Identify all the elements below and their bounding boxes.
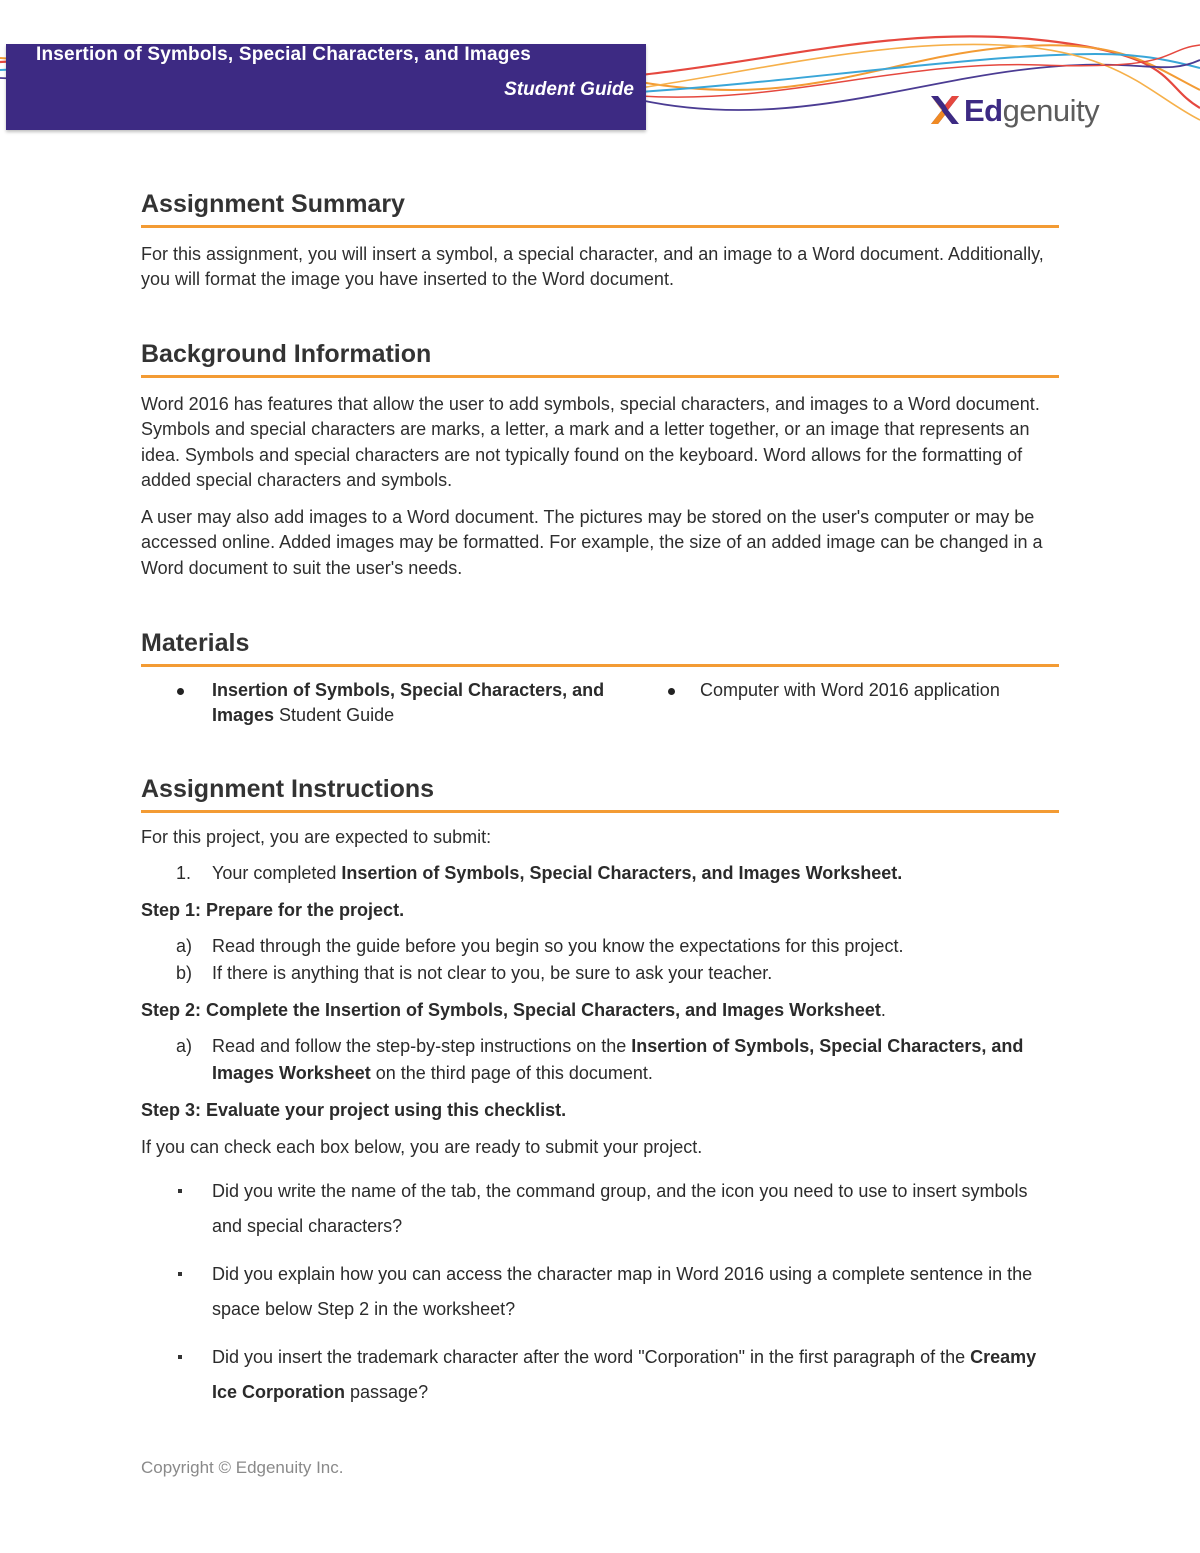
background-section (141, 340, 1059, 581)
section-title-instructions: Assignment Instructions (141, 775, 1059, 813)
materials-item-student-guide: Insertion of Symbols, Special Characters, and Images Student Guide (141, 678, 636, 728)
edgenuity-logo (928, 92, 1099, 128)
bullet-icon (177, 688, 184, 695)
logo-wordmark: Edgenuity (964, 92, 1100, 128)
title-banner (6, 44, 646, 130)
background-paragraph-1: Word 2016 has features that allow the user to add symbols, special characters, and images to a Word document. Symbols and special characters are marks, a letter, a mark and a letter together, or an image that represents an idea. Symbols and special characters are not typically found on the keyboard. Word allows for the formatting of added special characters and symbols. (141, 393, 1040, 490)
step-2-heading: Step 2: Complete the Insertion of Symbols, Special Characters, and Images Worksheet. (141, 999, 886, 1020)
document-title: Insertion of Symbols, Special Characters, and Images (36, 44, 532, 65)
copyright-footer: Copyright © Edgenuity Inc. (141, 1458, 344, 1477)
section-title-summary: Assignment Summary (141, 190, 1059, 228)
edgenuity-x-icon (928, 93, 962, 127)
background-paragraph-2: A user may also add images to a Word document. The pictures may be stored on the user's computer or may be accessed online. Added images may be formatted. For example, the size of an added image can be changed in a Word document to suit the user's needs. (141, 506, 1043, 578)
materials-item-computer: Computer with Word 2016 application (636, 678, 1000, 728)
checklist-item-2: Did you explain how you can access the character map in Word 2016 using a complete sentence in the space below Step 2 in the worksheet? (141, 1257, 1059, 1327)
checklist-item-3: Did you insert the trademark character after the word "Corporation" in the first paragraph of the Creamy Ice Corporation passage? (141, 1340, 1059, 1410)
materials-list (141, 678, 1059, 728)
submit-item: 1. Your completed Insertion of Symbols, Special Characters, and Images Worksheet. (141, 860, 1059, 888)
checklist-intro: If you can check each box below, you are ready to submit your project. (141, 1136, 703, 1157)
checklist-bullet-icon (178, 1272, 182, 1276)
document-subtitle: Student Guide (504, 79, 634, 100)
checklist-bullet-icon (178, 1189, 182, 1193)
document-body (141, 190, 1059, 1410)
checklist-bullet-icon (178, 1355, 182, 1359)
instructions-section (141, 775, 1059, 1410)
bullet-icon (668, 688, 675, 695)
materials-section (141, 629, 1059, 728)
summary-text: For this assignment, you will insert a symbol, a special character, and an image to a Word document. Additionally, you will format the image you have inserted to the Word document. (141, 243, 1044, 290)
section-title-background: Background Information (141, 340, 1059, 378)
instructions-intro: For this project, you are expected to submit: (141, 826, 492, 847)
checklist-item-1: Did you write the name of the tab, the command group, and the icon you need to use to insert symbols and special characters? (141, 1174, 1059, 1244)
step-1-heading: Step 1: Prepare for the project. (141, 899, 405, 920)
list-number: 1. (176, 863, 192, 883)
assignment-summary-section (141, 190, 1059, 293)
step-1-item-b: b) If there is anything that is not clear to you, be sure to ask your teacher. (176, 963, 773, 983)
step-1-item-a: a) Read through the guide before you begin so you know the expectations for this project. (176, 935, 904, 956)
step-2-item-a: a) Read and follow the step-by-step instructions on the Insertion of Symbols, Special Characters, and Images Worksheet on the third page of this document. (176, 1035, 1024, 1083)
section-title-materials: Materials (141, 629, 1059, 667)
step-3-heading: Step 3: Evaluate your project using this checklist. (141, 1099, 567, 1120)
